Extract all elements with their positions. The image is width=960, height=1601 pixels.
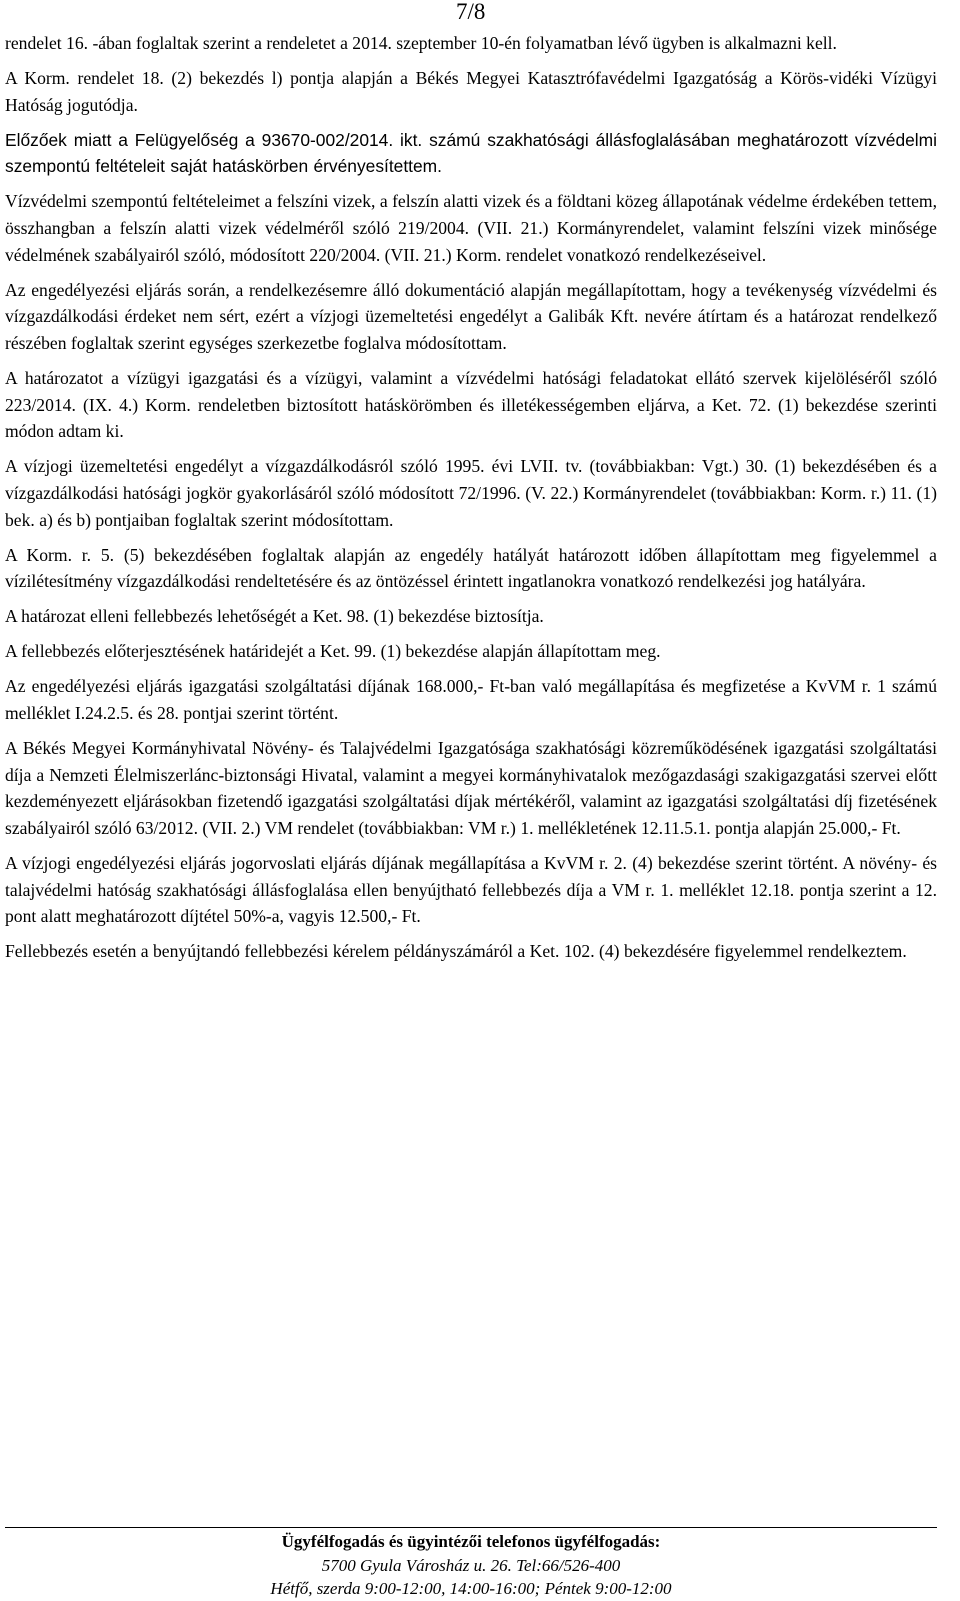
footer-hours: Hétfő, szerda 9:00-12:00, 14:00-16:00; Péntek 9:00-12:00 xyxy=(270,1579,672,1598)
paragraph-service-fee: Az engedélyezési eljárás igazgatási szolgáltatási díjának 168.000,- Ft-ban való megállapítása és megfizetése a KvVM r. 1 számú melléklet I.24.2.5. és 28. pontjai szerint történt. xyxy=(5,676,937,724)
paragraph-conditions-enforced: Előzőek miatt a Felügyelőség a 93670-002/2014. ikt. számú szakhatósági állásfoglalásában meghatározott vízvédelmi szempontú feltételeit saját hatáskörben érvényesítettem. xyxy=(5,129,937,177)
footer-address: 5700 Gyula Városház u. 26. Tel:66/526-400 xyxy=(321,1555,621,1575)
paragraph-water-protection: Vízvédelmi szempontú feltételeimet a felszíni vizek, a felszín alatti vizek és a földtani közeg állapotának védelme érdekében tettem, összhangban a felszín alatti vizek védelméről szóló 219/2004. (VII. 21.) Kormányrendelet, valamint felszíni vizek minősége védelmének szabályairól szóló, módosított 220/2004. (VII. 21.) Korm. rendelet vonatkozó rendelkezéseivel. xyxy=(5,191,937,265)
paragraph-jurisdiction: A határozatot a vízügyi igazgatási és a vízügyi, valamint a vízvédelmi hatósági feladatokat ellátó szervek kijelöléséről szóló 223/2014. (IX. 4.) Korm. rendeletben biztosított hatáskörömben és illetékességemben eljárva, a Ket. 72. (1) bekezdése szerinti módon adtam ki. xyxy=(5,368,937,442)
paragraph-licensing-procedure: Az engedélyezési eljárás során, a rendelkezésemre álló dokumentáció alapján megállapítottam, hogy a tevékenység vízvédelmi és vízgazdálkodási érdeket nem sért, ezért a vízjogi üzemeltetési engedélyt a Galibák Kft. nevére átírtam és a határozat rendelkező részében foglaltak szerint egységes szerkezetbe foglalva módosítottam. xyxy=(5,279,937,353)
page-footer xyxy=(5,1530,937,1601)
paragraph-remedy-fee: A vízjogi engedélyezési eljárás jogorvoslati eljárás díjának megállapítása a KvVM r. 2. (4) bekezdése szerint történt. A növény- és talajvédelmi hatóság szakhatósági állásfoglalása ellen benyújtható fellebbezés díja a VM r. 1. melléklet 12.18. pontja szerint a 12. pont alatt meghatározott díjtétel 50%-a, vagyis 12.500,- Ft. xyxy=(5,853,937,927)
paragraph-legal-continuation: rendelet 16. -ában foglaltak szerint a rendeletet a 2014. szeptember 10-én folyamatban lévő ügyben is alkalmazni kell. xyxy=(5,33,837,53)
paragraph-successor-authority: A Korm. rendelet 18. (2) bekezdés l) pontja alapján a Békés Megyei Katasztrófavédelmi Igazgatóság a Körös-vidéki Vízügyi Hatóság jogutódja. xyxy=(5,68,937,115)
page-number: 7/8 xyxy=(456,0,486,24)
paragraph-license-modification: A vízjogi üzemeltetési engedélyt a vízgazdálkodásról szóló 1995. évi LVII. tv. (továbbiakban: Vgt.) 30. (1) bekezdésében és a vízgazdálkodási hatósági jogkör gyakorlásáról szóló módosított 72/1996. (V. 22.) Kormányrendelet (továbbiakban: Korm. r.) 11. (1) bek. a) és b) pontjaiban foglaltak szerint módosítottam. xyxy=(5,456,937,530)
footer-heading: Ügyfélfogadás és ügyintézői telefonos ügyfélfogadás: xyxy=(281,1532,661,1551)
paragraph-appeal-right: A határozat elleni fellebbezés lehetőségét a Ket. 98. (1) bekezdése biztosítja. xyxy=(5,606,544,627)
footer-divider xyxy=(5,1527,937,1528)
paragraph-license-validity: A Korm. r. 5. (5) bekezdésében foglaltak alapján az engedély hatályát határozott időben állapítottam meg figyelemmel a vízilétesítmény vízgazdálkodási rendeltetésére és az öntözéssel érintett ingatlanokra vonatkozó rendelkezési jog hatályára. xyxy=(5,544,937,592)
paragraph-plant-soil-fee: A Békés Megyei Kormányhivatal Növény- és Talajvédelmi Igazgatósága szakhatósági közreműködésének igazgatási szolgáltatási díja a Nemzeti Élelmiszerlánc-biztonsági Hivatal, valamint a megyei kormányhivatalok mezőgazdasági szakigazgatási szervei előtt kezdeményezett eljárásokban fizetendő igazgatási szolgáltatási díjak mértékéről, valamint az igazgatási szolgáltatási díj fizetésének szabályairól szóló 63/2012. (VII. 2.) VM rendelet (továbbiakban: VM r.) 1. mellékletének 12.11.5.1. pontja alapján 25.000,- Ft. xyxy=(5,738,937,838)
document-body xyxy=(5,30,937,973)
paragraph-appeal-copies: Fellebbezés esetén a benyújtandó fellebbezési kérelem példányszámáról a Ket. 102. (4) bekezdésére figyelemmel rendelkeztem. xyxy=(5,941,907,962)
paragraph-appeal-deadline: A fellebbezés előterjesztésének határidejét a Ket. 99. (1) bekezdése alapján állapítottam meg. xyxy=(5,641,661,662)
